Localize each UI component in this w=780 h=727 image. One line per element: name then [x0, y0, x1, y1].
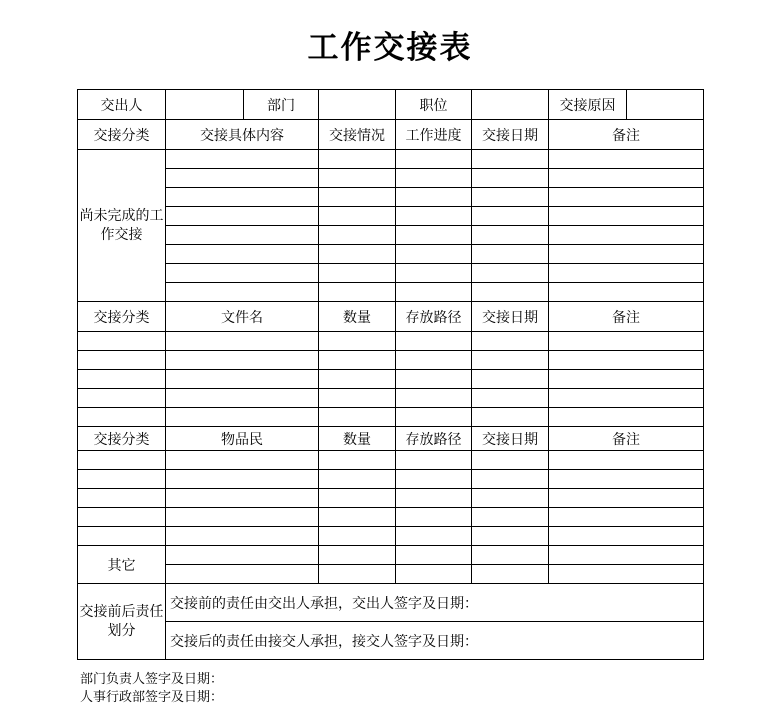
table-cell[interactable] — [549, 188, 704, 207]
table-cell[interactable] — [319, 508, 396, 527]
table-cell[interactable] — [549, 370, 704, 389]
table-cell[interactable] — [396, 169, 472, 188]
table-cell[interactable] — [319, 370, 396, 389]
table-row — [78, 226, 704, 245]
table-cell[interactable] — [319, 207, 396, 226]
work-header-row — [78, 120, 704, 150]
table-cell[interactable] — [319, 283, 396, 302]
table-row — [78, 565, 704, 584]
work-col-status: 交接情况 — [319, 120, 396, 150]
table-cell[interactable] — [396, 470, 472, 489]
table-cell[interactable] — [549, 351, 704, 370]
table-cell[interactable] — [472, 408, 549, 427]
department-field[interactable] — [319, 90, 396, 120]
table-row — [78, 527, 704, 546]
table-cell[interactable] — [472, 451, 549, 470]
item-col-name: 物品民 — [166, 427, 319, 451]
work-col-category: 交接分类 — [78, 120, 166, 150]
table-cell[interactable] — [166, 370, 319, 389]
table-cell[interactable] — [319, 451, 396, 470]
table-cell[interactable] — [319, 169, 396, 188]
table-row — [78, 283, 704, 302]
table-cell[interactable] — [472, 226, 549, 245]
table-cell[interactable] — [166, 283, 319, 302]
table-cell[interactable] — [472, 264, 549, 283]
table-cell[interactable] — [396, 150, 472, 169]
table-cell[interactable] — [166, 226, 319, 245]
table-row — [78, 351, 704, 370]
table-cell[interactable] — [78, 351, 166, 370]
table-cell[interactable] — [472, 565, 549, 584]
table-cell[interactable] — [472, 188, 549, 207]
table-cell[interactable] — [549, 264, 704, 283]
table-cell[interactable] — [166, 508, 319, 527]
table-cell[interactable] — [78, 527, 166, 546]
table-cell[interactable] — [166, 408, 319, 427]
work-col-progress: 工作进度 — [396, 120, 472, 150]
table-cell[interactable] — [319, 264, 396, 283]
table-cell[interactable] — [166, 489, 319, 508]
table-row — [78, 370, 704, 389]
item-col-path: 存放路径 — [396, 427, 472, 451]
table-cell[interactable] — [396, 188, 472, 207]
table-cell[interactable] — [549, 283, 704, 302]
table-row — [78, 389, 704, 408]
responsibility-before-text[interactable]: 交接前的责任由交出人承担，交出人签字及日期： — [166, 584, 704, 622]
table-cell[interactable] — [549, 565, 704, 584]
dept-head-signature: 部门负责人签字及日期： — [80, 672, 224, 687]
item-header-row — [78, 427, 704, 451]
table-cell[interactable] — [78, 470, 166, 489]
table-cell[interactable] — [166, 565, 319, 584]
table-cell[interactable] — [549, 508, 704, 527]
table-cell[interactable] — [549, 169, 704, 188]
table-row — [78, 508, 704, 527]
table-cell[interactable] — [396, 226, 472, 245]
table-cell[interactable] — [396, 351, 472, 370]
table-cell[interactable] — [396, 245, 472, 264]
work-col-content: 交接具体内容 — [166, 120, 319, 150]
table-cell[interactable] — [78, 489, 166, 508]
table-cell[interactable] — [396, 370, 472, 389]
table-cell[interactable] — [319, 332, 396, 351]
table-cell[interactable] — [319, 226, 396, 245]
reason-label: 交接原因 — [549, 90, 627, 120]
work-col-notes: 备注 — [549, 120, 704, 150]
table-cell[interactable] — [166, 351, 319, 370]
header-row — [78, 90, 704, 120]
table-cell[interactable] — [472, 489, 549, 508]
table-cell[interactable] — [472, 527, 549, 546]
responsibility-before-row — [78, 584, 704, 622]
file-col-quantity: 数量 — [319, 302, 396, 332]
table-cell[interactable] — [166, 207, 319, 226]
table-cell[interactable] — [319, 565, 396, 584]
table-cell[interactable] — [166, 169, 319, 188]
table-cell[interactable] — [549, 470, 704, 489]
file-col-name: 文件名 — [166, 302, 319, 332]
table-cell[interactable] — [319, 351, 396, 370]
table-cell[interactable] — [472, 332, 549, 351]
table-cell[interactable] — [166, 527, 319, 546]
table-row — [78, 451, 704, 470]
table-cell[interactable] — [166, 546, 319, 565]
table-cell[interactable] — [472, 508, 549, 527]
table-cell[interactable] — [78, 451, 166, 470]
responsibility-label: 交接前后责任划分 — [78, 584, 166, 660]
file-col-category: 交接分类 — [78, 302, 166, 332]
table-row — [78, 489, 704, 508]
table-row — [78, 264, 704, 283]
table-cell[interactable] — [472, 470, 549, 489]
table-cell[interactable] — [396, 332, 472, 351]
work-col-date: 交接日期 — [472, 120, 549, 150]
position-label: 职位 — [396, 90, 472, 120]
table-row — [78, 169, 704, 188]
table-cell[interactable] — [319, 470, 396, 489]
table-cell[interactable] — [472, 150, 549, 169]
table-cell[interactable] — [549, 527, 704, 546]
table-cell[interactable] — [396, 389, 472, 408]
table-row — [78, 207, 704, 226]
file-header-row — [78, 302, 704, 332]
table-cell[interactable] — [549, 226, 704, 245]
table-cell[interactable] — [78, 408, 166, 427]
responsibility-after-row — [78, 622, 704, 660]
table-cell[interactable] — [549, 408, 704, 427]
table-cell[interactable] — [166, 150, 319, 169]
table-cell[interactable] — [166, 470, 319, 489]
table-cell[interactable] — [472, 283, 549, 302]
table-cell[interactable] — [396, 565, 472, 584]
table-cell[interactable] — [319, 389, 396, 408]
table-cell[interactable] — [549, 332, 704, 351]
table-cell[interactable] — [549, 489, 704, 508]
table-cell[interactable] — [319, 150, 396, 169]
other-label: 其它 — [78, 546, 166, 584]
table-row — [78, 470, 704, 489]
work-category-label: 尚未完成的工作交接 — [78, 150, 166, 302]
file-col-date: 交接日期 — [472, 302, 549, 332]
department-label: 部门 — [244, 90, 319, 120]
table-row — [78, 188, 704, 207]
table-cell[interactable] — [549, 389, 704, 408]
form-title: 工作交接表 — [307, 30, 473, 66]
table-cell[interactable] — [166, 389, 319, 408]
table-cell[interactable] — [472, 169, 549, 188]
table-cell[interactable] — [396, 489, 472, 508]
item-col-category: 交接分类 — [78, 427, 166, 451]
table-cell[interactable] — [549, 150, 704, 169]
responsibility-after-text[interactable]: 交接后的责任由接交人承担，接交人签字及日期： — [166, 622, 704, 660]
table-cell[interactable] — [396, 264, 472, 283]
table-cell[interactable] — [319, 408, 396, 427]
handover-person-label: 交出人 — [78, 90, 166, 120]
table-cell[interactable] — [319, 188, 396, 207]
item-col-quantity: 数量 — [319, 427, 396, 451]
table-cell[interactable] — [549, 207, 704, 226]
table-cell[interactable] — [166, 264, 319, 283]
table-cell[interactable] — [319, 245, 396, 264]
table-cell[interactable] — [396, 207, 472, 226]
table-cell[interactable] — [396, 408, 472, 427]
table-cell[interactable] — [319, 546, 396, 565]
table-cell[interactable] — [472, 370, 549, 389]
handover-form-table — [77, 89, 704, 660]
table-row — [78, 332, 704, 351]
table-cell[interactable] — [472, 207, 549, 226]
table-row — [78, 150, 704, 169]
table-cell[interactable] — [472, 546, 549, 565]
table-cell[interactable] — [166, 451, 319, 470]
table-cell[interactable] — [166, 245, 319, 264]
table-cell[interactable] — [472, 245, 549, 264]
table-cell[interactable] — [78, 332, 166, 351]
table-cell[interactable] — [78, 389, 166, 408]
table-cell[interactable] — [166, 188, 319, 207]
table-cell[interactable] — [78, 508, 166, 527]
table-cell[interactable] — [396, 508, 472, 527]
table-cell[interactable] — [396, 527, 472, 546]
reason-field[interactable] — [627, 90, 704, 120]
hr-admin-signature: 人事行政部签字及日期： — [80, 690, 224, 705]
table-cell[interactable] — [319, 489, 396, 508]
table-cell[interactable] — [396, 283, 472, 302]
file-col-notes: 备注 — [549, 302, 704, 332]
table-row — [78, 546, 704, 565]
table-cell[interactable] — [549, 546, 704, 565]
table-row — [78, 408, 704, 427]
position-field[interactable] — [472, 90, 549, 120]
table-cell[interactable] — [549, 451, 704, 470]
item-col-date: 交接日期 — [472, 427, 549, 451]
item-col-notes: 备注 — [549, 427, 704, 451]
table-cell[interactable] — [166, 332, 319, 351]
table-cell[interactable] — [78, 370, 166, 389]
table-cell[interactable] — [472, 351, 549, 370]
table-cell[interactable] — [396, 451, 472, 470]
table-cell[interactable] — [549, 245, 704, 264]
handover-person-field[interactable] — [166, 90, 244, 120]
file-col-path: 存放路径 — [396, 302, 472, 332]
table-cell[interactable] — [396, 546, 472, 565]
table-row — [78, 245, 704, 264]
table-cell[interactable] — [472, 389, 549, 408]
table-cell[interactable] — [319, 527, 396, 546]
